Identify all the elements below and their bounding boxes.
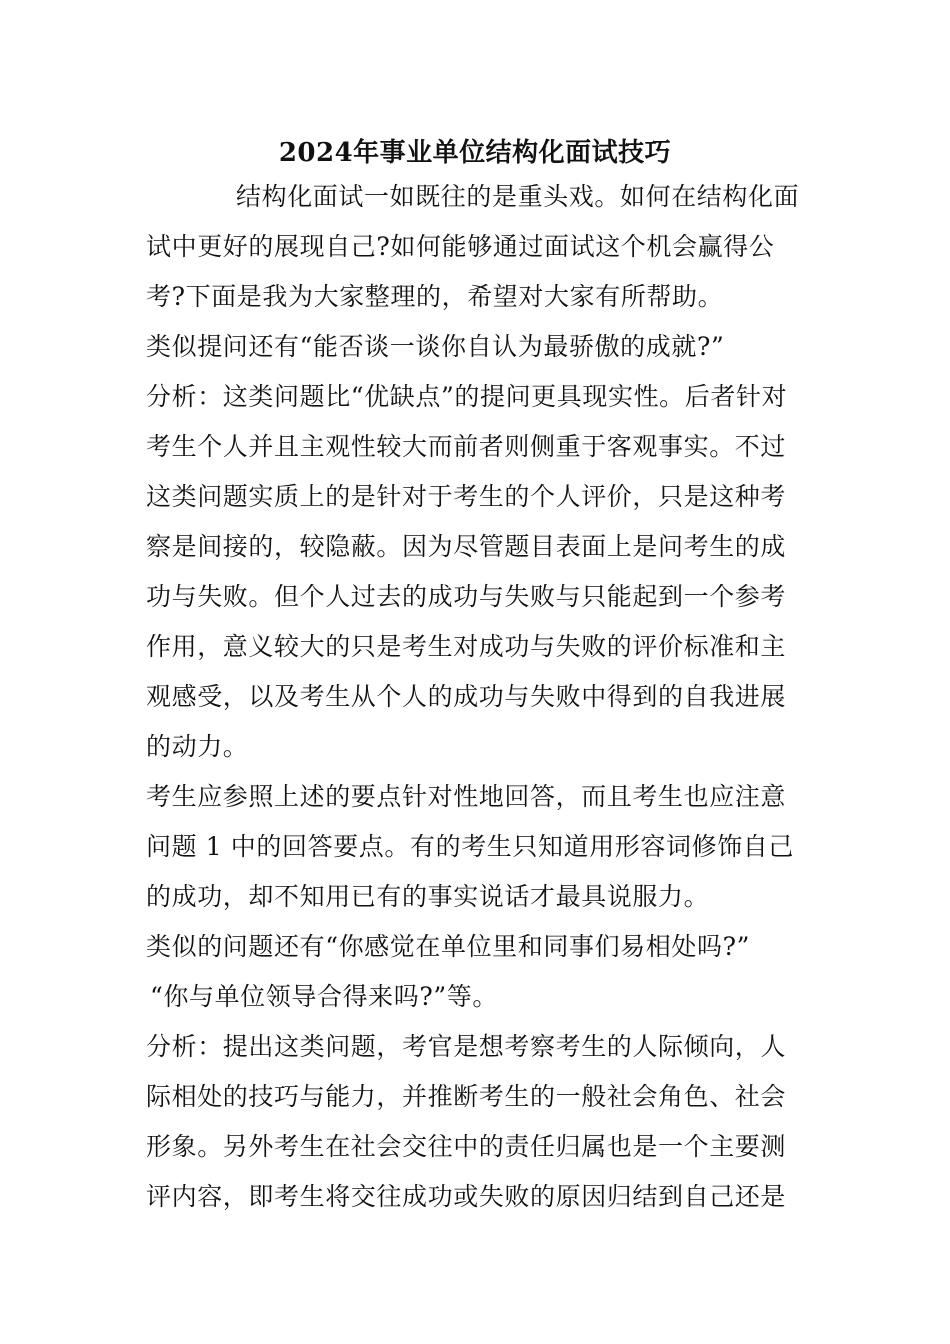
- paragraph-line: 分析：这类问题比“优缺点”的提问更具现实性。后者针对: [146, 382, 788, 411]
- paragraph-line: 考?下面是我为大家整理的，希望对大家有所帮助。: [146, 282, 724, 311]
- paragraph-line: 形象。另外考生在社会交往中的责任归属也是一个主要测: [146, 1132, 787, 1161]
- paragraph-line: 这类问题实质上的是针对于考生的个人评价，只是这种考: [146, 482, 787, 511]
- paragraph-line: 际相处的技巧与能力，并推断考生的一般社会角色、社会: [146, 1082, 787, 1111]
- paragraph-line: 分析：提出这类问题，考官是想考察考生的人际倾向，人: [146, 1032, 787, 1061]
- paragraph-line: 的动力。: [146, 732, 249, 761]
- paragraph-line: 考生应参照上述的要点针对性地回答，而且考生也应注意: [146, 782, 787, 811]
- paragraph-line: 试中更好的展现自己?如何能够通过面试这个机会赢得公: [146, 232, 775, 261]
- paragraph-line: 观感受，以及考生从个人的成功与失败中得到的自我进展: [146, 682, 787, 711]
- paragraph-line: 类似提问还有“能否谈一谈你自认为最骄傲的成就?”: [146, 332, 725, 361]
- paragraph-line: 考生个人并且主观性较大而前者则侧重于客观事实。不过: [146, 432, 787, 461]
- paragraph-line: 的成功，却不知用已有的事实说话才最具说服力。: [146, 882, 710, 911]
- paragraph-line: 结构化面试一如既往的是重头戏。如何在结构化面: [236, 182, 800, 211]
- paragraph-line: 察是间接的，较隐蔽。因为尽管题目表面上是问考生的成: [146, 532, 787, 561]
- paragraph-line: 作用，意义较大的只是考生对成功与失败的评价标准和主: [146, 632, 787, 661]
- paragraph-line: 问题 1 中的回答要点。有的考生只知道用形容词修饰自己: [146, 832, 795, 861]
- document-title: 2024年事业单位结构化面试技巧: [278, 138, 672, 168]
- paragraph-line: 评内容，即考生将交往成功或失败的原因归结到自己还是: [146, 1182, 787, 1211]
- paragraph-line: 类似的问题还有“你感觉在单位里和同事们易相处吗?”: [146, 932, 750, 961]
- paragraph-line: “你与单位领导合得来吗?”等。: [150, 982, 498, 1011]
- paragraph-line: 功与失败。但个人过去的成功与失败与只能起到一个参考: [146, 582, 787, 611]
